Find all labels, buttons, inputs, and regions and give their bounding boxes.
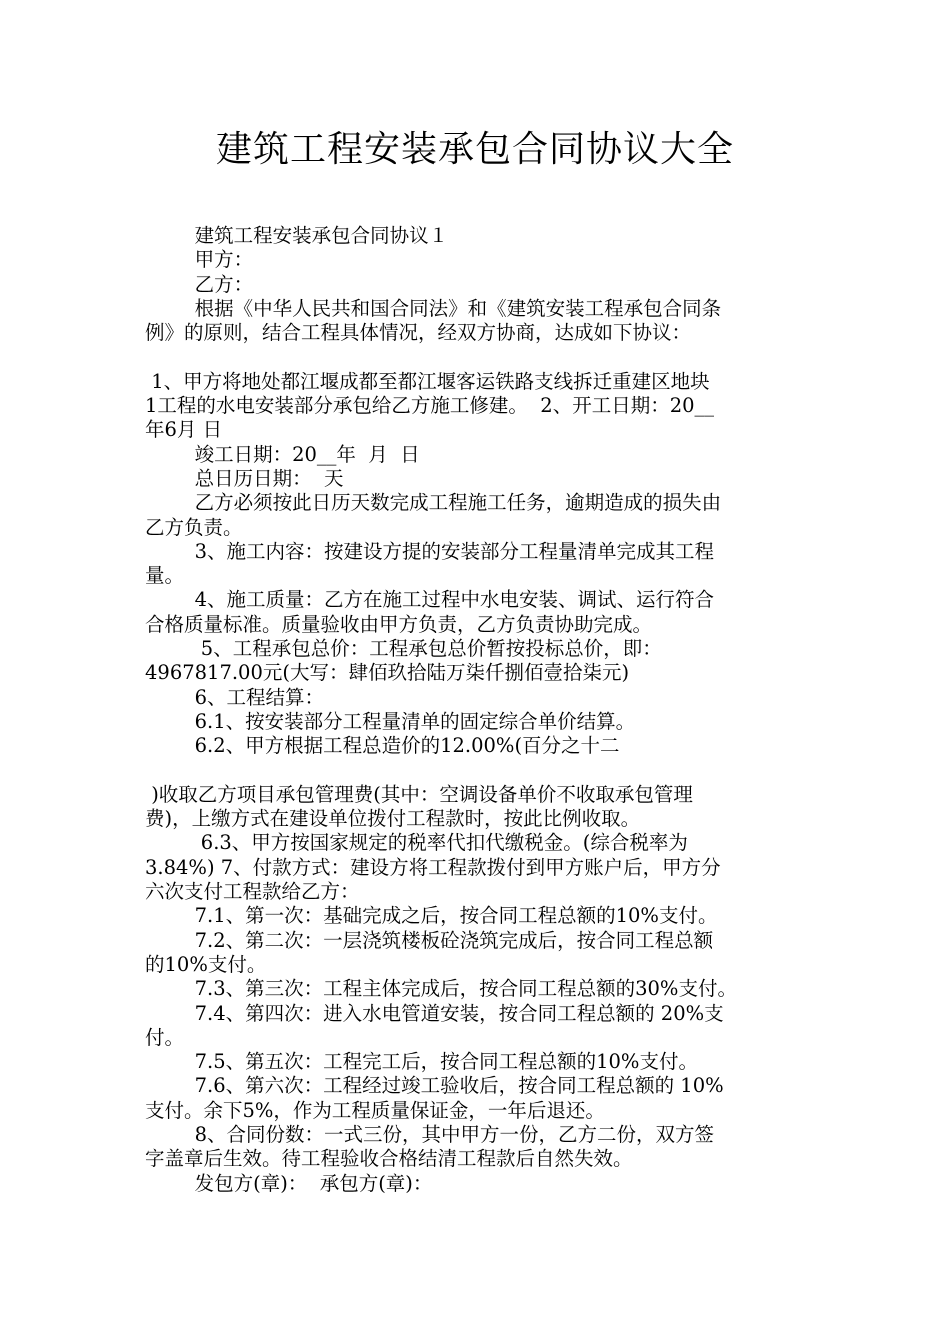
doc-line: 3、施工内容：按建设方提的安装部分工程量清单完成其工程: [145, 539, 714, 563]
doc-line: 支付。余下5%，作为工程质量保证金，一年后退还。: [145, 1098, 605, 1122]
doc-line: 总日历日期： 天: [145, 466, 344, 490]
doc-line: 建筑工程安装承包合同协议１: [145, 224, 449, 247]
doc-line: 费)，上缴方式在建设单位拨付工程款时，按此比例收取。: [145, 807, 641, 831]
doc-line: 6、工程结算：: [145, 685, 324, 709]
doc-line: 量。: [145, 564, 185, 588]
doc-line: 乙方负责。: [145, 515, 243, 539]
doc-line: 的10%支付。: [145, 952, 267, 976]
doc-line: 5、工程承包总价：工程承包总价暂按投标总价，即：: [145, 637, 662, 661]
doc-line: 7.1、第一次：基础完成之后，按合同工程总额的10%支付。: [145, 904, 718, 928]
doc-line: 年6月 日: [145, 418, 223, 442]
doc-line: 8、合同份数：一式三份，其中甲方一份，乙方二份，双方签: [145, 1122, 714, 1146]
document-title: 建筑工程安装承包合同协议大全: [215, 129, 734, 170]
signature-line: 发包方(章)： 承包方(章)：: [145, 1171, 433, 1195]
doc-line: 合格质量标准。质量验收由甲方负责，乙方负责协助完成。: [145, 612, 653, 636]
doc-line: 付。: [145, 1025, 185, 1049]
doc-line: 3.84%) 7、付款方式：建设方将工程款拨付到甲方账户后，甲方分: [145, 855, 721, 879]
doc-line: 4967817.00元(大写：肆佰玖拾陆万柒仟捌佰壹拾柒元): [145, 661, 630, 685]
doc-line: 4、施工质量：乙方在施工过程中水电安装、调试、运行符合: [145, 588, 714, 612]
doc-line: 1工程的水电安装部分承包给乙方施工修建。 2、开工日期：20__: [145, 394, 715, 418]
doc-line: 竣工日期：20__年 月 日: [145, 442, 420, 466]
doc-line: 根据《中华人民共和国合同法》和《建筑安装工程承包合同条: [145, 296, 722, 320]
doc-line: )收取乙方项目承包管理费(其中：空调设备单价不收取承包管理: [145, 782, 693, 806]
doc-line: 例》的原则，结合工程具体情况，经双方协商，达成如下协议：: [145, 321, 692, 345]
doc-line: 1、甲方将地处都江堰成都至都江堰客运铁路支线拆迁重建区地块: [145, 369, 710, 393]
doc-line: 7.3、第三次：工程主体完成后，按合同工程总额的30%支付。: [145, 977, 737, 1001]
doc-line: 甲方：: [145, 248, 254, 272]
blank-line: [145, 759, 807, 783]
doc-line: 7.6、第六次：工程经过竣工验收后，按合同工程总额的 10%: [145, 1074, 724, 1098]
doc-line: 6.2、甲方根据工程总造价的12.00%(百分之十二: [145, 734, 620, 758]
doc-line: 6.3、甲方按国家规定的税率代扣代缴税金。(综合税率为: [145, 831, 688, 855]
doc-line: 7.2、第二次：一层浇筑楼板砼浇筑完成后，按合同工程总额: [145, 928, 714, 952]
doc-line: 7.5、第五次：工程完工后，按合同工程总额的10%支付。: [145, 1050, 698, 1074]
doc-line: 6.1、按安装部分工程量清单的固定综合单价结算。: [145, 709, 636, 733]
doc-line: 六次支付工程款给乙方：: [145, 880, 360, 904]
blank-line: [145, 345, 807, 369]
doc-line: 乙方：: [145, 272, 254, 296]
doc-line: 7.4、第四次：进入水电管道安装，按合同工程总额的 20%支: [145, 1001, 724, 1025]
doc-line: 乙方必须按此日历天数完成工程施工任务，逾期造成的损失由: [145, 491, 722, 515]
doc-line: 字盖章后生效。待工程验收合格结清工程款后自然失效。: [145, 1147, 633, 1171]
document-body: [145, 224, 807, 1196]
